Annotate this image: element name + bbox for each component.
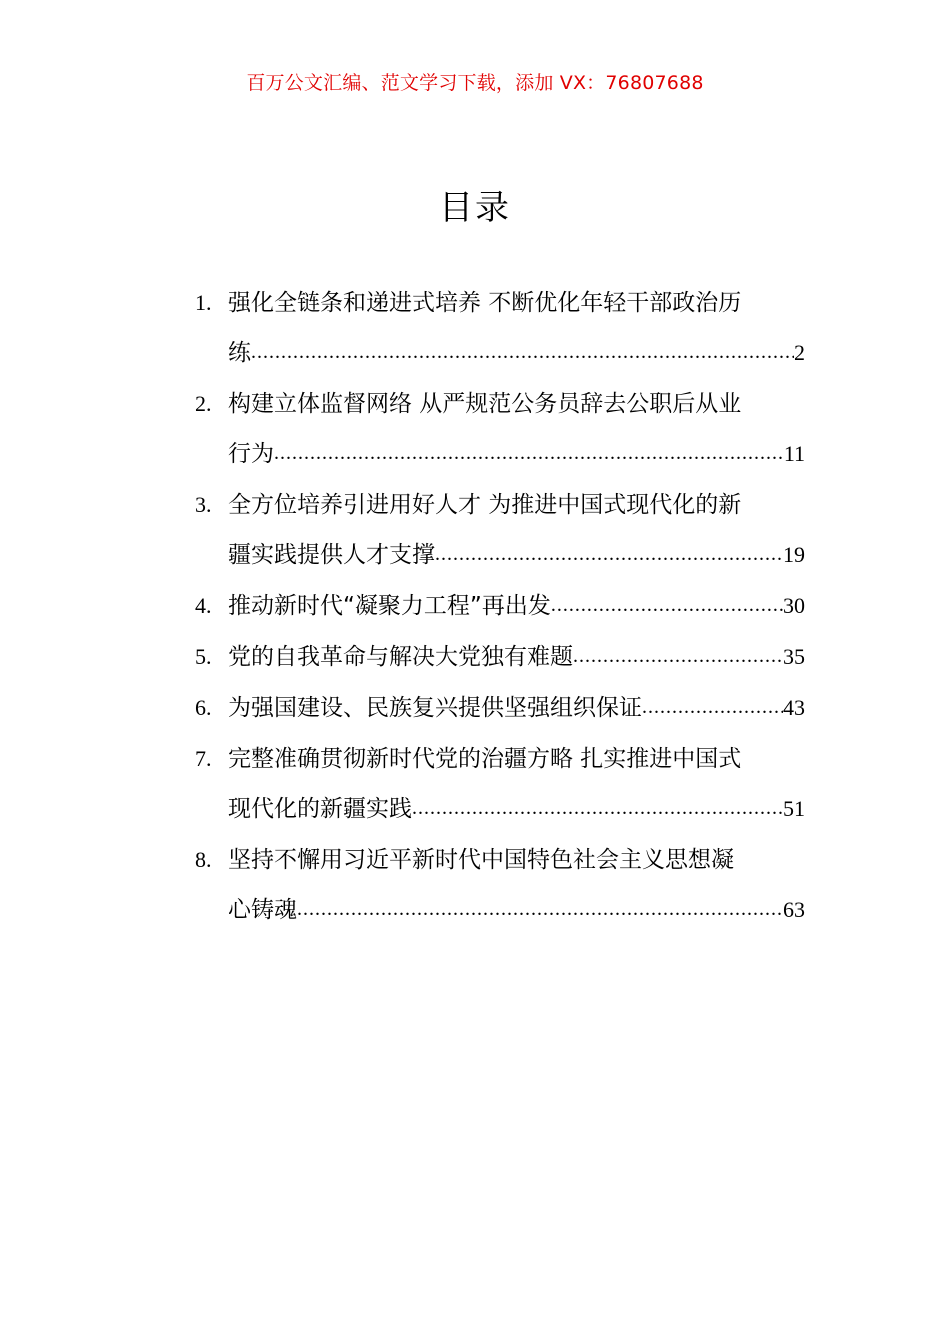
toc-entry-title-line1: 构建立体监督网络 从严规范公务员辞去公职后从业: [228, 391, 742, 417]
toc-entry[interactable]: [195, 683, 805, 734]
toc-entry[interactable]: [195, 379, 805, 480]
table-of-contents: [195, 278, 805, 936]
dot-leader: [412, 783, 783, 833]
toc-entry[interactable]: [195, 480, 805, 581]
toc-entry-page: 43: [783, 695, 805, 720]
toc-entry-title-line1: 全方位培养引进用好人才 为推进中国式现代化的新: [228, 492, 742, 518]
toc-entry[interactable]: [195, 835, 805, 936]
toc-entry[interactable]: [195, 581, 805, 632]
toc-entry[interactable]: [195, 278, 805, 379]
watermark-header: 百万公文汇编、范文学习下载，添加 VX：76807688: [246, 72, 704, 94]
toc-entry-number: 3.: [195, 492, 212, 517]
toc-entry-number: 6.: [195, 695, 212, 720]
dot-leader: [573, 631, 783, 681]
toc-entry-page: 2: [794, 340, 805, 365]
dot-leader: [435, 529, 783, 579]
dot-leader: [297, 884, 783, 934]
toc-entry[interactable]: [195, 734, 805, 835]
toc-entry-title-line2: 练: [228, 340, 251, 366]
toc-entry-title-line2: 心铸魂: [228, 897, 297, 923]
toc-entry-number: 5.: [195, 644, 212, 669]
toc-entry-title-line2: 行为: [228, 441, 274, 467]
toc-entry-page: 19: [783, 542, 805, 567]
dot-leader: [274, 428, 784, 478]
toc-entry[interactable]: [195, 632, 805, 683]
dot-leader: [251, 327, 794, 377]
toc-entry-title-line1: 完整准确贯彻新时代党的治疆方略 扎实推进中国式: [228, 746, 742, 772]
toc-entry-title-line2: 现代化的新疆实践: [228, 796, 412, 822]
toc-entry-page: 63: [783, 897, 805, 922]
toc-entry-title: 为强国建设、民族复兴提供坚强组织保证: [228, 695, 642, 721]
dot-leader: [642, 682, 783, 732]
toc-entry-title: 党的自我革命与解决大党独有难题: [228, 644, 573, 670]
toc-entry-number: 2.: [195, 391, 212, 416]
toc-entry-page: 35: [783, 644, 805, 669]
dot-leader: [551, 580, 783, 630]
toc-entry-title-line1: 强化全链条和递进式培养 不断优化年轻干部政治历: [228, 290, 742, 316]
toc-entry-number: 4.: [195, 593, 212, 618]
toc-entry-page: 30: [783, 593, 805, 618]
toc-entry-number: 7.: [195, 746, 212, 771]
page-title: 目录: [439, 188, 511, 228]
toc-entry-page: 51: [783, 796, 805, 821]
toc-entry-page: 11: [783, 441, 805, 466]
toc-entry-title: 推动新时代“凝聚力工程”再出发: [228, 593, 551, 619]
toc-entry-number: 8.: [195, 847, 212, 872]
toc-entry-title-line1: 坚持不懈用习近平新时代中国特色社会主义思想凝: [228, 847, 734, 873]
toc-entry-number: 1.: [195, 290, 212, 315]
toc-entry-title-line2: 疆实践提供人才支撑: [228, 542, 435, 568]
